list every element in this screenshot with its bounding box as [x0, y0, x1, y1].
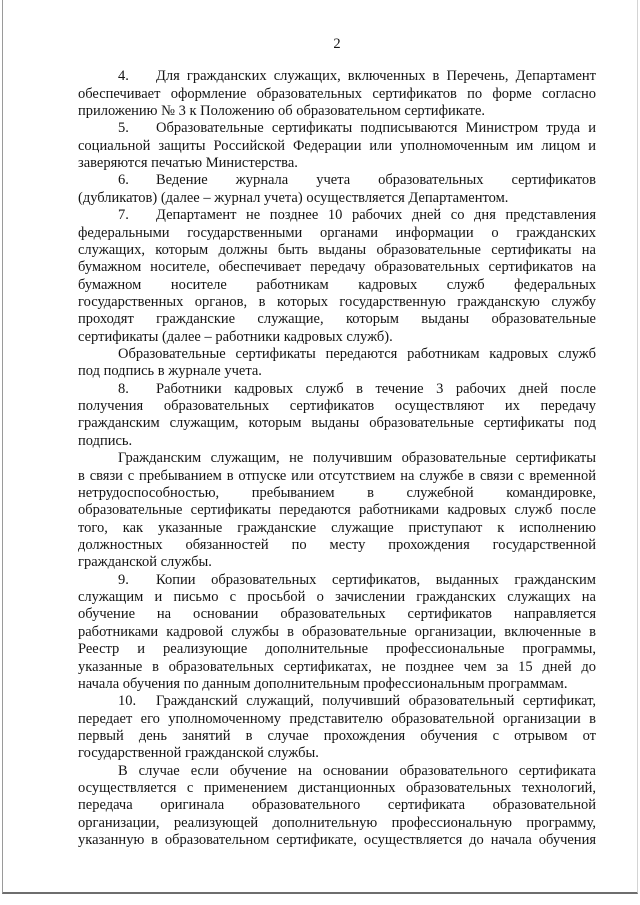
text-line: государственной гражданской службы.: [78, 745, 319, 762]
paragraph-number: 8.: [118, 380, 129, 397]
text-line: получения образовательных сертификатов осуществляют их передачу: [78, 398, 596, 415]
paragraph-first-line-text: Гражданский служащий, получивший образовательный сертификат,: [156, 693, 596, 710]
paragraph: [78, 450, 596, 572]
text-line: [78, 120, 596, 137]
text-line: гражданской службы.: [78, 554, 212, 571]
paragraph: [78, 120, 596, 172]
text-line: служащих, которым должны быть выданы образовательные сертификаты на: [78, 241, 596, 258]
text-line: [78, 693, 596, 710]
paragraph-first-line-text: Работники кадровых служб в течение 3 рабочих дней после: [156, 380, 596, 397]
text-line: федеральными государственными органами информации о гражданских: [78, 224, 596, 241]
text-line: В случае если обучение на основании образовательного сертификата: [118, 762, 596, 779]
paragraph-first-line-text: Образовательные сертификаты подписываются Министром труда и: [156, 120, 596, 137]
paragraph-number: 6.: [118, 172, 129, 189]
text-line: [78, 207, 596, 224]
text-line: работниками кадровой службы в образовательные организации, включенные в: [78, 623, 596, 640]
text-line: начала обучения по данным дополнительным профессиональным программам.: [78, 675, 568, 692]
paragraph-first-line-text: Ведение журнала учета образовательных сертификатов: [156, 172, 596, 189]
paragraph-first-line-text: Для гражданских служащих, включенных в Перечень, Департамент: [156, 68, 596, 85]
document-body: [78, 68, 596, 849]
paragraph-number: 10.: [118, 693, 137, 710]
text-line: передача оригинала образовательного сертификата образовательной: [78, 797, 596, 814]
paragraph-number: 9.: [118, 571, 129, 588]
text-line: проходят гражданские служащие, которым выданы образовательные: [78, 311, 596, 328]
text-line: нетрудоспособностью, пребыванием в служебной командировке,: [78, 484, 596, 501]
text-line: обучение на основании образовательных сертификатов направляется: [78, 606, 596, 623]
paragraph-number: 5.: [118, 120, 129, 137]
text-line: в связи с пребыванием в отпуске или отсутствием на службе в связи с временной: [78, 467, 596, 484]
text-line: указанные в образовательных сертификатах, не позднее чем за 15 дней до: [78, 658, 596, 675]
paragraph: [78, 207, 596, 346]
text-line: [78, 381, 596, 398]
text-line: (дубликатов) (далее – журнал учета) осуществляется Департаментом.: [78, 189, 509, 206]
text-line: бумажном носителе работникам кадровых служб федеральных: [78, 276, 596, 293]
paragraph-number: 7.: [118, 207, 129, 224]
text-line: [78, 68, 596, 85]
paragraph-first-line-text: Копии образовательных сертификатов, выданных гражданским: [156, 571, 596, 588]
text-line: передает его уполномоченному представителю образовательной организации в: [78, 710, 596, 727]
paragraph: [78, 381, 596, 450]
text-line: сертификаты (далее – работники кадровых служб).: [78, 328, 393, 345]
paragraph-first-line-text: Департамент не позднее 10 рабочих дней со дня представления: [156, 207, 596, 224]
paragraph: [78, 572, 596, 694]
text-line: под подпись в журнале учета.: [78, 363, 262, 380]
text-line: Образовательные сертификаты передаются работникам кадровых служб: [118, 346, 596, 363]
paragraph: [78, 172, 596, 207]
text-line: осуществляется с применением дистанционных образовательных технологий,: [78, 780, 596, 797]
text-line: обеспечивает оформление образовательных сертификатов по форме согласно: [78, 85, 596, 102]
paragraph: [78, 763, 596, 850]
text-line: того, как указанные гражданские служащие приступают к исполнению: [78, 519, 596, 536]
text-line: служащим и письмо с просьбой о зачислении гражданских служащих на: [78, 589, 596, 606]
text-line: Гражданским служащим, не получившим образовательные сертификаты: [118, 450, 596, 467]
text-line: [78, 572, 596, 589]
text-line: должностных обязанностей по месту прохождения государственной: [78, 537, 596, 553]
paragraph: [78, 68, 596, 120]
text-line: гражданским служащим, которым выданы образовательные сертификаты под: [78, 415, 596, 432]
paragraph-number: 4.: [118, 68, 129, 85]
text-line: заверяются печатью Министерства.: [78, 155, 298, 172]
page-number: 2: [333, 36, 341, 52]
text-line: Реестр и реализующие дополнительные профессиональные программы,: [78, 641, 596, 658]
text-line: образовательные сертификаты передаются работниками кадровых служб после: [78, 502, 596, 519]
text-line: государственных органов, в которых государственную гражданскую службу: [78, 293, 596, 310]
text-line: первый день занятий в случае прохождения обучения с отрывом от: [78, 727, 596, 744]
text-line: организации, реализующей дополнительную профессиональную программу,: [78, 814, 596, 831]
text-line: указанную в образовательном сертификате, осуществляется до начала обучения: [78, 832, 596, 849]
text-line: социальной защиты Российской Федерации или уполномоченным им лицом и: [78, 137, 596, 154]
paragraph: [78, 346, 596, 381]
text-line: бумажном носителе, обеспечивает передачу образовательных сертификатов на: [78, 259, 596, 276]
paragraph: [78, 693, 596, 762]
text-line: приложению № 3 к Положению об образовательном сертификате.: [78, 103, 486, 120]
text-line: подпись.: [78, 432, 133, 449]
text-line: [78, 172, 596, 189]
